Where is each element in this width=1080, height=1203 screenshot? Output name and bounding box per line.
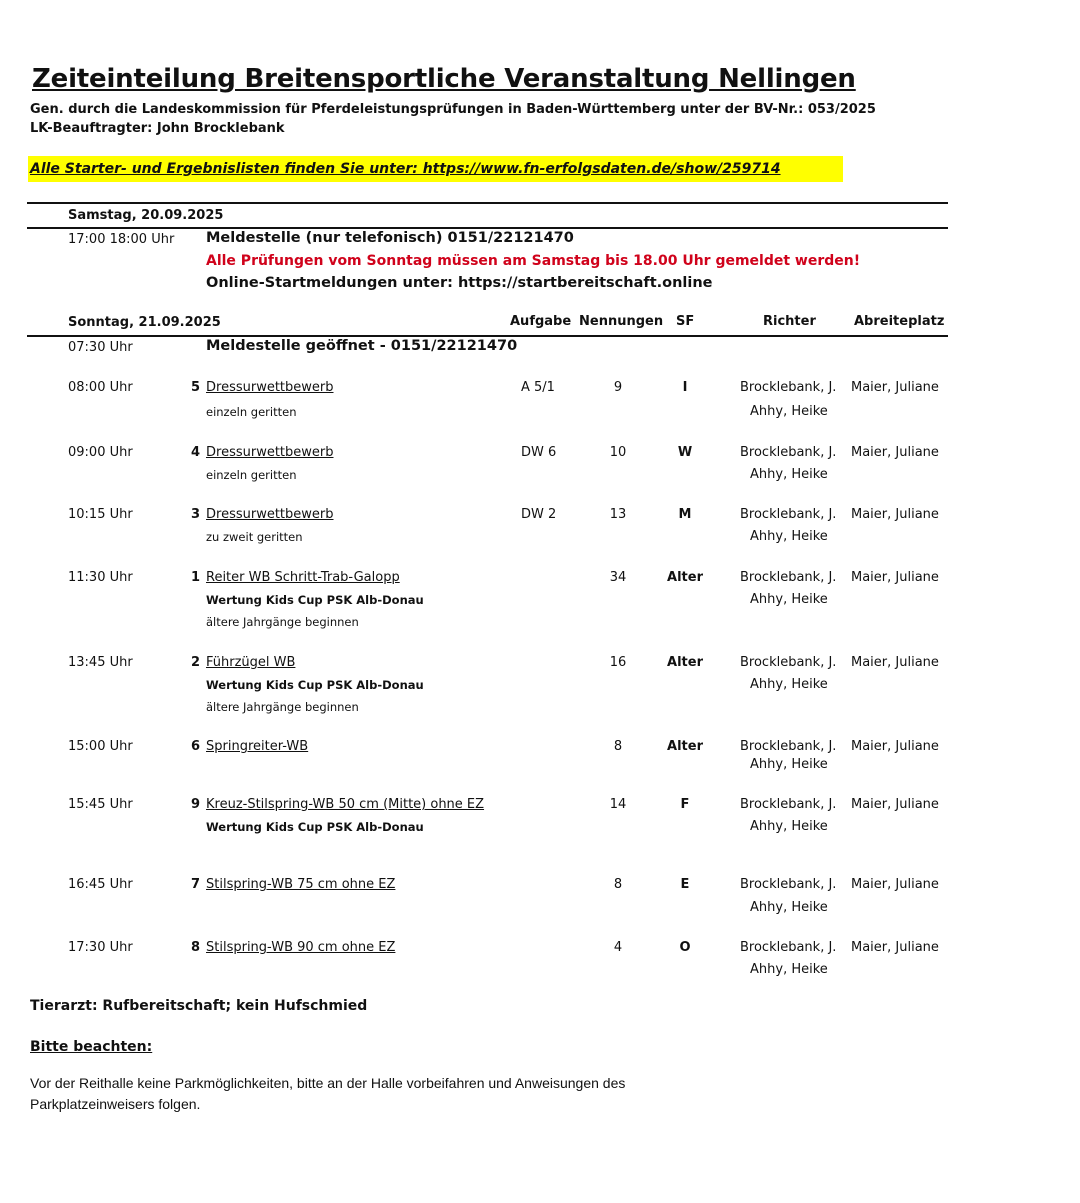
vet-info: Tierarzt: Rufbereitschaft; kein Hufschmied — [30, 998, 368, 1014]
row-judge-1: Brocklebank, J. — [740, 940, 837, 955]
row-number: 5 — [191, 380, 201, 395]
lk-representative: LK-Beauftragter: John Brocklebank — [30, 121, 285, 136]
row-judge-1: Brocklebank, J. — [740, 445, 837, 460]
row-warmup: Maier, Juliane — [851, 797, 939, 812]
row-note-bold: Wertung Kids Cup PSK Alb-Donau — [206, 593, 424, 607]
row-nennungen: 10 — [609, 445, 627, 460]
row-number: 9 — [191, 797, 201, 812]
col-aufgabe: Aufgabe — [510, 314, 572, 329]
row-nennungen: 14 — [609, 797, 627, 812]
opening-text: Meldestelle geöffnet - 0151/22121470 — [206, 338, 518, 354]
row-nennungen: 8 — [613, 739, 623, 754]
row-time: 15:45 Uhr — [68, 797, 133, 812]
row-aufgabe: DW 6 — [521, 445, 557, 460]
row-judge-2: Ahhy, Heike — [750, 962, 828, 977]
row-note: ältere Jahrgänge beginnen — [206, 615, 359, 629]
row-competition-link[interactable]: Stilspring-WB 90 cm ohne EZ — [206, 940, 396, 955]
row-sf: F — [680, 797, 690, 812]
row-judge-1: Brocklebank, J. — [740, 739, 837, 754]
row-number: 2 — [191, 655, 201, 670]
row-competition-link[interactable]: Dressurwettbewerb — [206, 380, 334, 395]
row-number: 4 — [191, 445, 201, 460]
row-competition-link[interactable]: Dressurwettbewerb — [206, 445, 334, 460]
row-warmup: Maier, Juliane — [851, 570, 939, 585]
row-number: 8 — [191, 940, 201, 955]
saturday-time: 17:00 18:00 Uhr — [68, 232, 175, 247]
row-note: einzeln geritten — [206, 405, 297, 419]
notice-heading: Bitte beachten: — [30, 1039, 153, 1055]
row-time: 08:00 Uhr — [68, 380, 133, 395]
notice-text: Vor der Reithalle keine Parkmöglichkeiten, bitte an der Halle vorbeifahren und Anweisungen des Parkplatzeinweisers folgen. — [30, 1075, 626, 1112]
row-sf: Alter — [667, 570, 703, 585]
row-judge-1: Brocklebank, J. — [740, 507, 837, 522]
row-competition-link[interactable]: Reiter WB Schritt-Trab-Galopp — [206, 570, 400, 585]
row-judge-2: Ahhy, Heike — [750, 900, 828, 915]
row-time: 16:45 Uhr — [68, 877, 133, 892]
row-competition-link[interactable]: Stilspring-WB 75 cm ohne EZ — [206, 877, 396, 892]
opening-time: 07:30 Uhr — [68, 340, 133, 355]
row-judge-2: Ahhy, Heike — [750, 757, 828, 772]
row-judge-2: Ahhy, Heike — [750, 529, 828, 544]
row-note: ältere Jahrgänge beginnen — [206, 700, 359, 714]
row-number: 6 — [191, 739, 201, 754]
row-warmup: Maier, Juliane — [851, 655, 939, 670]
approval-line: Gen. durch die Landeskommission für Pferdeleistungsprüfungen in Baden-Württemberg unter der BV-Nr.: 053/2025 — [30, 102, 876, 117]
row-warmup: Maier, Juliane — [851, 739, 939, 754]
row-number: 1 — [191, 570, 201, 585]
row-judge-1: Brocklebank, J. — [740, 877, 837, 892]
registration-phone: Meldestelle (nur telefonisch) 0151/22121470 — [206, 230, 574, 246]
row-nennungen: 34 — [609, 570, 627, 585]
row-judge-1: Brocklebank, J. — [740, 655, 837, 670]
row-aufgabe: A 5/1 — [521, 380, 555, 395]
row-time: 09:00 Uhr — [68, 445, 133, 460]
divider — [27, 202, 948, 204]
saturday-date: Samstag, 20.09.2025 — [68, 208, 224, 223]
row-sf: Alter — [667, 739, 703, 754]
row-judge-2: Ahhy, Heike — [750, 819, 828, 834]
row-nennungen: 13 — [609, 507, 627, 522]
row-warmup: Maier, Juliane — [851, 507, 939, 522]
row-sf: E — [680, 877, 690, 892]
row-sf: M — [678, 507, 692, 522]
row-competition-link[interactable]: Führzügel WB — [206, 655, 296, 670]
row-aufgabe: DW 2 — [521, 507, 557, 522]
row-judge-1: Brocklebank, J. — [740, 570, 837, 585]
page-title: Zeiteinteilung Breitensportliche Veranstaltung Nellingen — [32, 64, 856, 94]
registration-deadline-warning: Alle Prüfungen vom Sonntag müssen am Samstag bis 18.00 Uhr gemeldet werden! — [206, 253, 861, 269]
row-judge-1: Brocklebank, J. — [740, 797, 837, 812]
row-judge-2: Ahhy, Heike — [750, 467, 828, 482]
col-nennungen: Nennungen — [579, 314, 664, 329]
row-time: 13:45 Uhr — [68, 655, 133, 670]
row-sf: W — [677, 445, 693, 460]
col-sf: SF — [676, 314, 695, 329]
col-abreiteplatz: Abreiteplatz — [854, 314, 945, 329]
row-note-bold: Wertung Kids Cup PSK Alb-Donau — [206, 678, 424, 692]
row-time: 10:15 Uhr — [68, 507, 133, 522]
row-note-bold: Wertung Kids Cup PSK Alb-Donau — [206, 820, 424, 834]
row-time: 11:30 Uhr — [68, 570, 133, 585]
row-judge-2: Ahhy, Heike — [750, 592, 828, 607]
row-warmup: Maier, Juliane — [851, 445, 939, 460]
row-note: einzeln geritten — [206, 468, 297, 482]
row-judge-2: Ahhy, Heike — [750, 404, 828, 419]
row-nennungen: 4 — [613, 940, 623, 955]
divider — [27, 227, 948, 229]
row-nennungen: 8 — [613, 877, 623, 892]
sunday-date: Sonntag, 21.09.2025 — [68, 315, 221, 330]
row-nennungen: 9 — [613, 380, 623, 395]
row-sf: Alter — [667, 655, 703, 670]
row-warmup: Maier, Juliane — [851, 940, 939, 955]
row-competition-link[interactable]: Springreiter-WB — [206, 739, 309, 754]
row-judge-1: Brocklebank, J. — [740, 380, 837, 395]
row-judge-2: Ahhy, Heike — [750, 677, 828, 692]
online-registration[interactable]: Online-Startmeldungen unter: https://startbereitschaft.online — [206, 275, 713, 291]
row-number: 7 — [191, 877, 201, 892]
row-warmup: Maier, Juliane — [851, 380, 939, 395]
row-competition-link[interactable]: Kreuz-Stilspring-WB 50 cm (Mitte) ohne EZ — [206, 797, 485, 812]
row-warmup: Maier, Juliane — [851, 877, 939, 892]
results-link[interactable]: Alle Starter- und Ergebnislisten finden Sie unter: https://www.fn-erfolgsdaten.de/show/259714 — [30, 161, 781, 177]
row-nennungen: 16 — [609, 655, 627, 670]
row-number: 3 — [191, 507, 201, 522]
row-time: 17:30 Uhr — [68, 940, 133, 955]
row-note: zu zweit geritten — [206, 530, 303, 544]
col-richter: Richter — [763, 314, 816, 329]
row-sf: O — [679, 940, 691, 955]
divider — [27, 335, 948, 337]
row-time: 15:00 Uhr — [68, 739, 133, 754]
row-sf: I — [682, 380, 688, 395]
row-competition-link[interactable]: Dressurwettbewerb — [206, 507, 334, 522]
